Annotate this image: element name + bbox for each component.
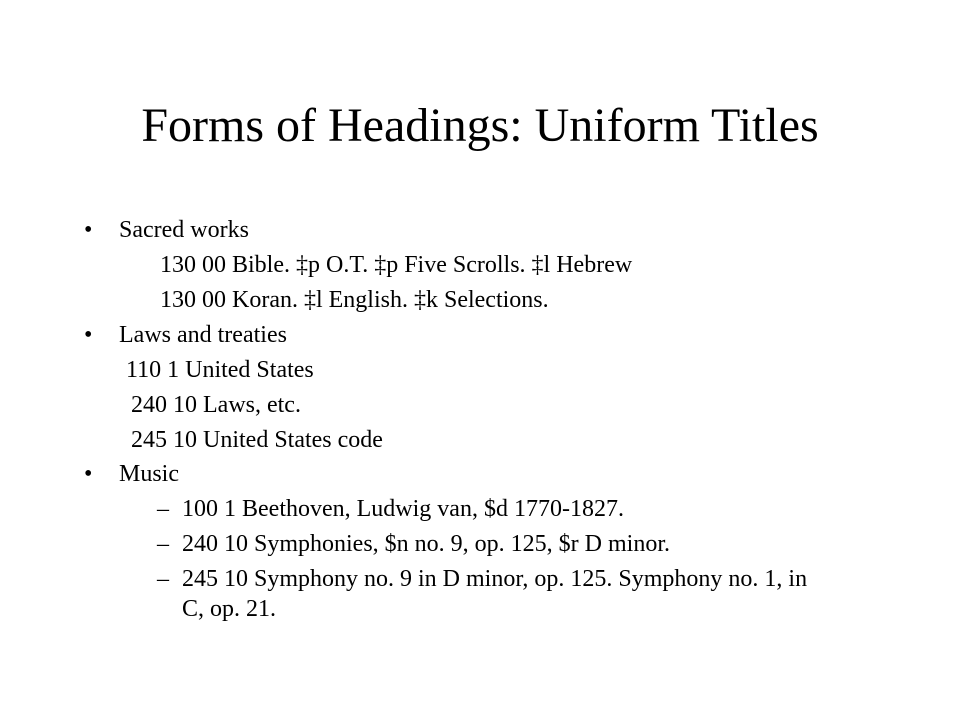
sacred-line-koran: 130 00 Koran. ‡l English. ‡k Selections.: [160, 287, 549, 313]
music-item-245: 245 10 Symphony no. 9 in D minor, op. 125. Symphony no. 1, in: [182, 566, 808, 592]
bullet-icon: •: [84, 461, 93, 487]
slide-title: Forms of Headings: Uniform Titles: [141, 99, 819, 152]
bullet-icon: •: [84, 322, 93, 348]
laws-line-245: 245 10 United States code: [131, 427, 383, 453]
section-heading-sacred-works: Sacred works: [119, 217, 249, 243]
music-item-100: 100 1 Beethoven, Ludwig van, $d 1770-1827.: [182, 496, 624, 522]
dash-icon: –: [157, 531, 169, 557]
sacred-line-bible: 130 00 Bible. ‡p O.T. ‡p Five Scrolls. ‡l Hebrew: [160, 252, 633, 278]
dash-icon: –: [157, 566, 169, 592]
laws-line-110: 110 1 United States: [126, 357, 314, 383]
section-heading-music: Music: [119, 461, 179, 487]
music-item-240: 240 10 Symphonies, $n no. 9, op. 125, $r D minor.: [182, 531, 671, 557]
bullet-icon: •: [84, 217, 93, 243]
laws-line-240: 240 10 Laws, etc.: [131, 392, 301, 418]
section-heading-laws-and-treaties: Laws and treaties: [119, 322, 287, 348]
dash-icon: –: [157, 496, 169, 522]
music-item-245-continued: C, op. 21.: [182, 596, 277, 622]
